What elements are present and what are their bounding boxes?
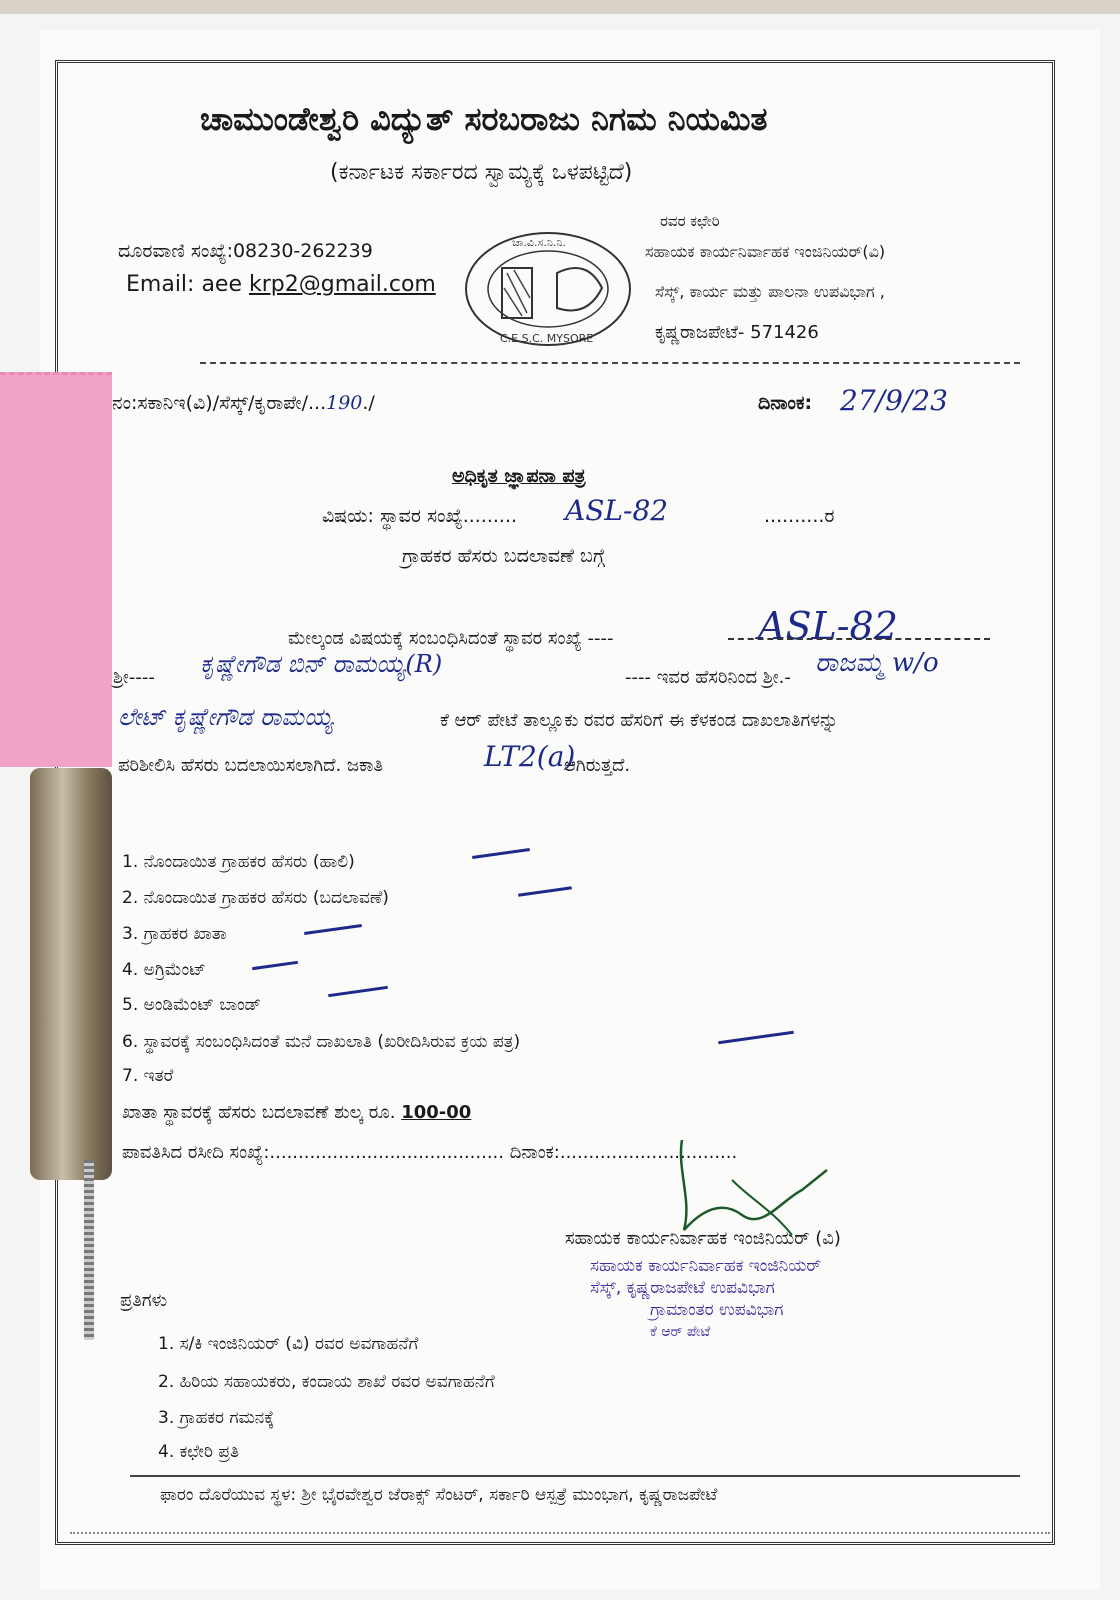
header-divider [200, 362, 1020, 364]
org-name: ಚಾಮುಂಡೇಶ್ವರಿ ವಿದ್ಯುತ್ ಸರಬರಾಜು ನಿಗಮ ನಿಯಮಿತ [200, 100, 768, 138]
body-para-4: ಪರಿಶೀಲಿಸಿ ಹೆಸರು ಬದಲಾಯಿಸಲಾಗಿದೆ. ಜಕಾತಿ [118, 755, 384, 776]
official-stamp [590, 1255, 821, 1343]
copy-item: 4. ಕಛೇರಿ ಪ್ರತಿ [158, 1442, 239, 1462]
office-line-1: ರವರ ಕಛೇರಿ [660, 212, 720, 230]
office-line-3: ಸೆಸ್ಕ್, ಕಾರ್ಯ ಮತ್ತು ಪಾಲನಾ ಉಪವಿಭಾಗ , [655, 282, 885, 301]
file-spring [84, 1160, 94, 1340]
copy-item: 1. ಸ/ಕಿ ಇಂಜಿನಿಯರ್ (ವಿ) ರವರ ಅವಗಾಹನೆಗೆ [158, 1334, 419, 1354]
footer-text: ಫಾರಂ ದೊರೆಯುವ ಸ್ಥಳ: ಶ್ರೀ ಭೈರವೇಶ್ವರ ಜೆರಾಕ್ಸ್ ಸೆಂಟರ್, ಸರ್ಕಾರಿ ಆಸ್ಪತ್ರೆ ಮುಂಭಾಗ, ಕೃಷ್ಣರಾಜಪೇಟೆ [160, 1485, 718, 1505]
email-value: krp2@gmail.com [249, 272, 436, 297]
checklist-item: 6. ಸ್ಥಾವರಕ್ಕೆ ಸಂಬಂಧಿಸಿದಂತೆ ಮನೆ ದಾಖಲಾತಿ (ಖರೀದಿಸಿರುವ ಕ್ರಯ ಪತ್ರ) [122, 1032, 521, 1052]
file-clip [30, 768, 112, 1180]
fee-label: ಖಾತಾ ಸ್ಥಾವರಕ್ಕೆ ಹೆಸರು ಬದಲಾವಣೆ ಶುಲ್ಕ ರೂ. [122, 1102, 396, 1123]
shri-label: ಶ್ರೀ---- [113, 667, 155, 688]
office-line-4: ಕೃಷ್ಣರಾಜಪೇಟೆ- 571426 [655, 322, 819, 343]
date-value: 27/9/23 [840, 384, 948, 417]
body-para-4-end: ಆಗಿರುತ್ತದೆ. [564, 755, 631, 776]
reference-value: 190 [326, 392, 363, 414]
fee-line [122, 1102, 471, 1123]
copies-heading: ಪ್ರತಿಗಳು [120, 1290, 168, 1311]
office-line-2: ಸಹಾಯಕ ಕಾರ್ಯನಿರ್ವಾಹಕ ಇಂಜಿನಿಯರ್(ವಿ) [645, 242, 886, 261]
subject-suffix: ..........ರ [764, 505, 835, 527]
receipt-line: ಪಾವತಿಸಿದ ರಸೀದಿ ಸಂಖ್ಯೆ:......................................... ದಿನಾಂಕ:............................... [122, 1142, 738, 1163]
subject-value: ASL-82 [565, 494, 669, 527]
seal-text-bottom: C.E.S.C. MYSORE [500, 332, 594, 345]
pink-sticky-flag [0, 372, 112, 767]
body-para-1: ಮೇಲ್ಕಂಡ ವಿಷಯಕ್ಕೆ ಸಂಬಂಧಿಸಿದಂತೆ ಸ್ಥಾವರ ಸಂಖ್ಯೆ ---- [288, 628, 614, 649]
body-para-2: ---- ಇವರ ಹೆಸರಿನಿಂದ ಶ್ರೀ.- [625, 667, 791, 688]
stamp-line-2: ಸೆಸ್ಕ್, ಕೃಷ್ಣರಾಜಪೇಟೆ ಉಪವಿಭಾಗ [590, 1278, 775, 1298]
checklist-item: 5. ಅಂಡಿಮೆಂಟ್ ಬಾಂಡ್ [122, 995, 261, 1015]
checklist-item: 1. ನೊಂದಾಯಿತ ಗ್ರಾಹಕರ ಹೆಸರು (ಹಾಲಿ) [122, 852, 355, 872]
body-para-3: ಕೆ ಆರ್ ಪೇಟೆ ತಾಲ್ಲೂಕು ರವರ ಹೆಸರಿಗೆ ಈ ಕೆಳಕಂಡ ದಾಖಲಾತಿಗಳನ್ನು [440, 710, 839, 731]
email-label: Email: aee [126, 272, 249, 297]
checklist-item: 7. ಇತರೆ [122, 1066, 174, 1086]
checklist-item: 2. ನೊಂದಾಯಿತ ಗ್ರಾಹಕರ ಹೆಸರು (ಬದಲಾವಣೆ) [122, 888, 389, 908]
checklist-item: 4. ಅಗ್ರಿಮೆಂಟ್ [122, 960, 206, 980]
reference-number [112, 392, 375, 414]
stamp-line-3: ಗ್ರಾಮಾಂತರ ಉಪವಿಭಾಗ [650, 1300, 784, 1320]
fee-amount: 100-00 [401, 1102, 472, 1123]
top-edge-strip [0, 0, 1120, 14]
stamp-line-4: ಕೆ ಆರ್ ಪೇಟೆ [650, 1324, 711, 1340]
reference-suffix: ./ [362, 392, 375, 414]
subject-label: ವಿಷಯ: ಸ್ಥಾವರ ಸಂಖ್ಯೆ......... [322, 505, 518, 527]
installation-number: ASL-82 [758, 604, 898, 648]
installation-dash [728, 638, 990, 640]
date-label: ದಿನಾಂಕ: [758, 392, 813, 414]
org-subtitle: (ಕರ್ನಾಟಕ ಸರ್ಕಾರದ ಸ್ವಾಮ್ಯಕ್ಕೆ ಒಳಪಟ್ಟಿದೆ) [330, 160, 633, 185]
bottom-dotted-edge [70, 1532, 1050, 1534]
seal-text-top: ಚಾ.ವಿ.ಸ.ನಿ.ನಿ. [512, 236, 567, 249]
reference-label: ನಂ:ಸಕಾನಿಇ(ವಿ)/ಸೆಸ್ಕ್/ಕೃರಾಪೇ/... [112, 392, 327, 414]
old-consumer-name: ಕೃಷ್ಣೇಗೌಡ ಬಿನ್ ರಾಮಯ್ಯ(R) [200, 650, 443, 678]
new-consumer-name: ರಾಜಮ್ಮ w/o [815, 648, 939, 678]
copy-item: 2. ಹಿರಿಯ ಸಹಾಯಕರು, ಕಂದಾಯ ಶಾಖೆ ರವರ ಅವಗಾಹನೆಗೆ [158, 1372, 495, 1392]
company-seal-icon [462, 228, 634, 350]
memo-heading: ಅಧಿಕೃತ ಜ್ಞಾಪನಾ ಪತ್ರ [452, 465, 586, 487]
tariff-value: LT2(a) [484, 740, 576, 773]
new-consumer-name-cont: ಲೇಟ್ ಕೃಷ್ಣೇಗೌಡ ರಾಮಯ್ಯ [118, 703, 334, 731]
signatory-title: ಸಹಾಯಕ ಕಾರ್ಯನಿರ್ವಾಹಕ ಇಂಜಿನಿಯರ್ (ವಿ) [565, 1228, 841, 1249]
checklist-item: 3. ಗ್ರಾಹಕರ ಖಾತಾ [122, 924, 227, 944]
footer-divider [130, 1475, 1020, 1477]
stamp-line-1: ಸಹಾಯಕ ಕಾರ್ಯನಿರ್ವಾಹಕ ಇಂಜಿನಿಯರ್ [590, 1256, 821, 1276]
copy-item: 3. ಗ್ರಾಹಕರ ಗಮನಕ್ಕೆ [158, 1408, 275, 1428]
subject-line-2: ಗ್ರಾಹಕರ ಹೆಸರು ಬದಲಾವಣೆ ಬಗ್ಗೆ [402, 545, 605, 567]
email-line [126, 272, 436, 297]
phone-number: ದೂರವಾಣಿ ಸಂಖ್ಯೆ:08230-262239 [118, 240, 373, 262]
